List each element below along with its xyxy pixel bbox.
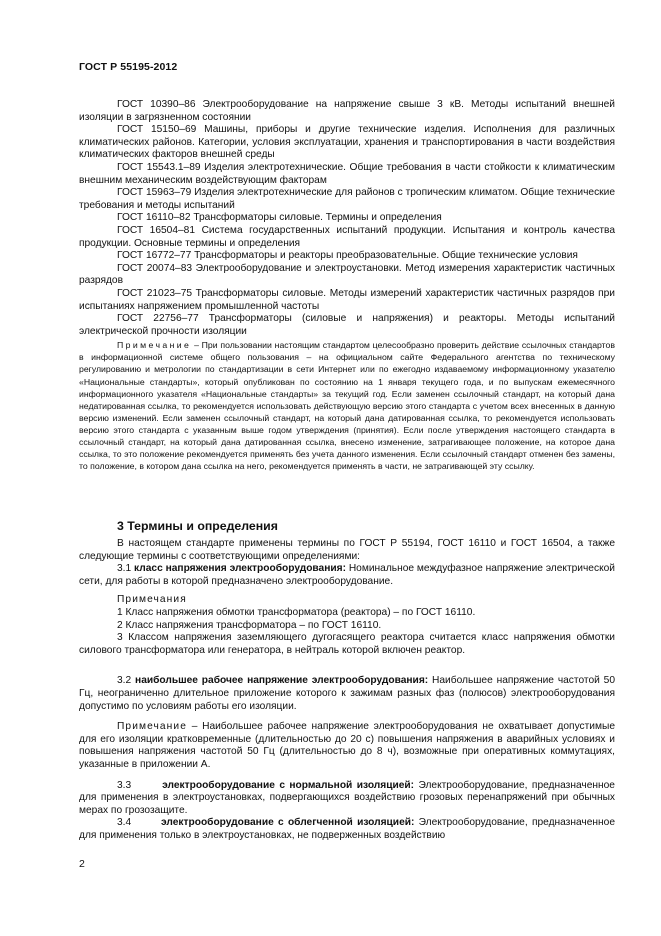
note-text: – Наибольшее рабочее напряжение электрооборудования не охватывает допустимые для его изоляции кратковременные (длительностью до 20 с) повышения напряжения в аварийных условиях и повышения напряжения частотой 50 Гц (длительностью до 8 ч), возможные при оперативных коммутациях, указанные в приложении А. xyxy=(79,721,615,770)
reference-item: ГОСТ 20074–83 Электрооборудование и электроустановки. Метод измерения характеристик частичных разрядов xyxy=(79,262,615,287)
term-name: электрооборудование с облегченной изоляцией: xyxy=(161,817,415,829)
notes-label: Примечания xyxy=(117,594,187,606)
reference-item: ГОСТ 22756–77 Трансформаторы (силовые и напряжения) и реакторы. Методы испытаний электрической прочности изоляции xyxy=(79,313,615,337)
term-number: 3.1 xyxy=(117,563,132,575)
section-intro: В настоящем стандарте применены термины по ГОСТ Р 55194, ГОСТ 16110 и ГОСТ 16504, а также следующие термины с соответствующими определениями: xyxy=(79,538,615,562)
reference-item: ГОСТ 16772–77 Трансформаторы и реакторы преобразовательные. Общие технические условия xyxy=(117,250,578,262)
note-label: Примечание xyxy=(117,721,187,733)
term-number: 3.2 xyxy=(117,675,132,687)
reference-item: ГОСТ 16504–81 Система государственных испытаний продукции. Испытания и контроль качества продукции. Основные термины и определения xyxy=(79,224,615,249)
reference-item: ГОСТ 15543.1–89 Изделия электротехнические. Общие требования в части стойкости к климатическим внешним механическим воздействующим факторам xyxy=(79,161,615,186)
note-item: 2 Класс напряжения трансформатора – по ГОСТ 16110. xyxy=(117,619,382,631)
term-name: класс напряжения электрооборудования: xyxy=(134,563,346,575)
note-item: 1 Класс напряжения обмотки трансформатора (реактора) – по ГОСТ 16110. xyxy=(117,606,476,618)
term-definition: Электрооборудование, предназначенное для применения в электроустановках, подвергающихся воздействию грозовых перенапряжений при обычных мерах по грозозащите. xyxy=(79,779,615,816)
term-definition: Электрооборудование, предназначенное для применения только в электроустановках, не подверженных воздействию xyxy=(79,817,615,841)
term-3-2-note xyxy=(79,721,615,771)
term-3-3 xyxy=(79,780,615,818)
term-number: 3.3 xyxy=(117,779,132,791)
term-definition: Номинальное междуфазное напряжение электрической сети, для работы в которой предназначено электрооборудование. xyxy=(79,563,615,587)
term-name: электрооборудование с нормальной изоляцией: xyxy=(162,779,415,791)
term-3-2 xyxy=(79,675,615,713)
term-name: наибольшее рабочее напряжение электрооборудования: xyxy=(135,675,429,687)
section-terms xyxy=(79,519,615,842)
reference-item: ГОСТ 21023–75 Трансформаторы силовые. Методы измерений характеристик частичных разрядов при испытаниях напряжением промышленной частоты xyxy=(79,287,615,312)
note-label: Примечание xyxy=(117,340,192,351)
note-item: 3 Классом напряжения заземляющего дугогасящего реактора считается класс напряжения обмотки силового трансформатора или генератора, в нейтраль которой включен реактор. xyxy=(79,632,615,656)
references-note xyxy=(79,339,615,472)
reference-item: ГОСТ 15150–69 Машины, приборы и другие технические изделия. Исполнения для различных климатических районов. Категории, условия эксплуатации, хранения и транспортирования в части воздействия климатических факторов внешней среды xyxy=(79,124,615,161)
document-code-header: ГОСТ Р 55195-2012 xyxy=(79,61,178,73)
term-number: 3.4 xyxy=(117,817,132,829)
reference-item: ГОСТ 10390–86 Электрооборудование на напряжение свыше 3 кВ. Методы испытаний внешней изоляции в загрязненном состоянии xyxy=(79,99,615,123)
term-definition: Наибольшее напряжение частотой 50 Гц, неограниченно длительное приложение которого к зажимам разных фаз (полюсов) электрооборудования допустимо по условиям работы его изоляции. xyxy=(79,675,615,712)
reference-item: ГОСТ 15963–79 Изделия электротехнические для районов с тропическим климатом. Общие технические требования и методы испытаний xyxy=(79,187,615,211)
reference-item: ГОСТ 16110–82 Трансформаторы силовые. Термины и определения xyxy=(117,212,442,224)
page-number: 2 xyxy=(79,858,85,870)
term-3-1-notes xyxy=(79,594,615,657)
section-title: 3 Термины и определения xyxy=(117,519,278,533)
term-3-4 xyxy=(79,817,615,842)
term-3-1 xyxy=(79,563,615,588)
note-text: – При пользовании настоящим стандартом целесообразно проверить действие ссылочных стандартов в информационной системе общего пользования – на официальном сайте Федерального агентства по техническому регулированию и метрологии по стандартизации в сети Интернет или по ежегодно издаваемому информационному указателю «Национальные стандарты», который опубликован по состоянию на 1 января текущего года, и по выпускам ежемесячного информационного указателя «Национальные стандарты» за текущий год. Если заменен ссылочный стандарт, на который дана недатированная ссылка, то рекомендуется использовать действующую версию этого стандарта с учетом всех внесенных в данную версию изменений. Если заменен ссылочный стандарт, на который дана датированная ссылка, то рекомендуется использовать версию этого стандарта с указанным выше годом утверждения (принятия). Если после утверждения настоящего стандарта в ссылочный стандарт, на который дана датированная ссылка, внесено изменение, затрагивающее положение, на которое дана ссылка, то это положение рекомендуется применять без учета данного изменения. Если ссылочный стандарт отменен без замены, то положение, в котором дана ссылка на него, рекомендуется применять в части, не затрагивающей эту ссылку. xyxy=(79,340,615,472)
normative-references xyxy=(79,99,615,472)
